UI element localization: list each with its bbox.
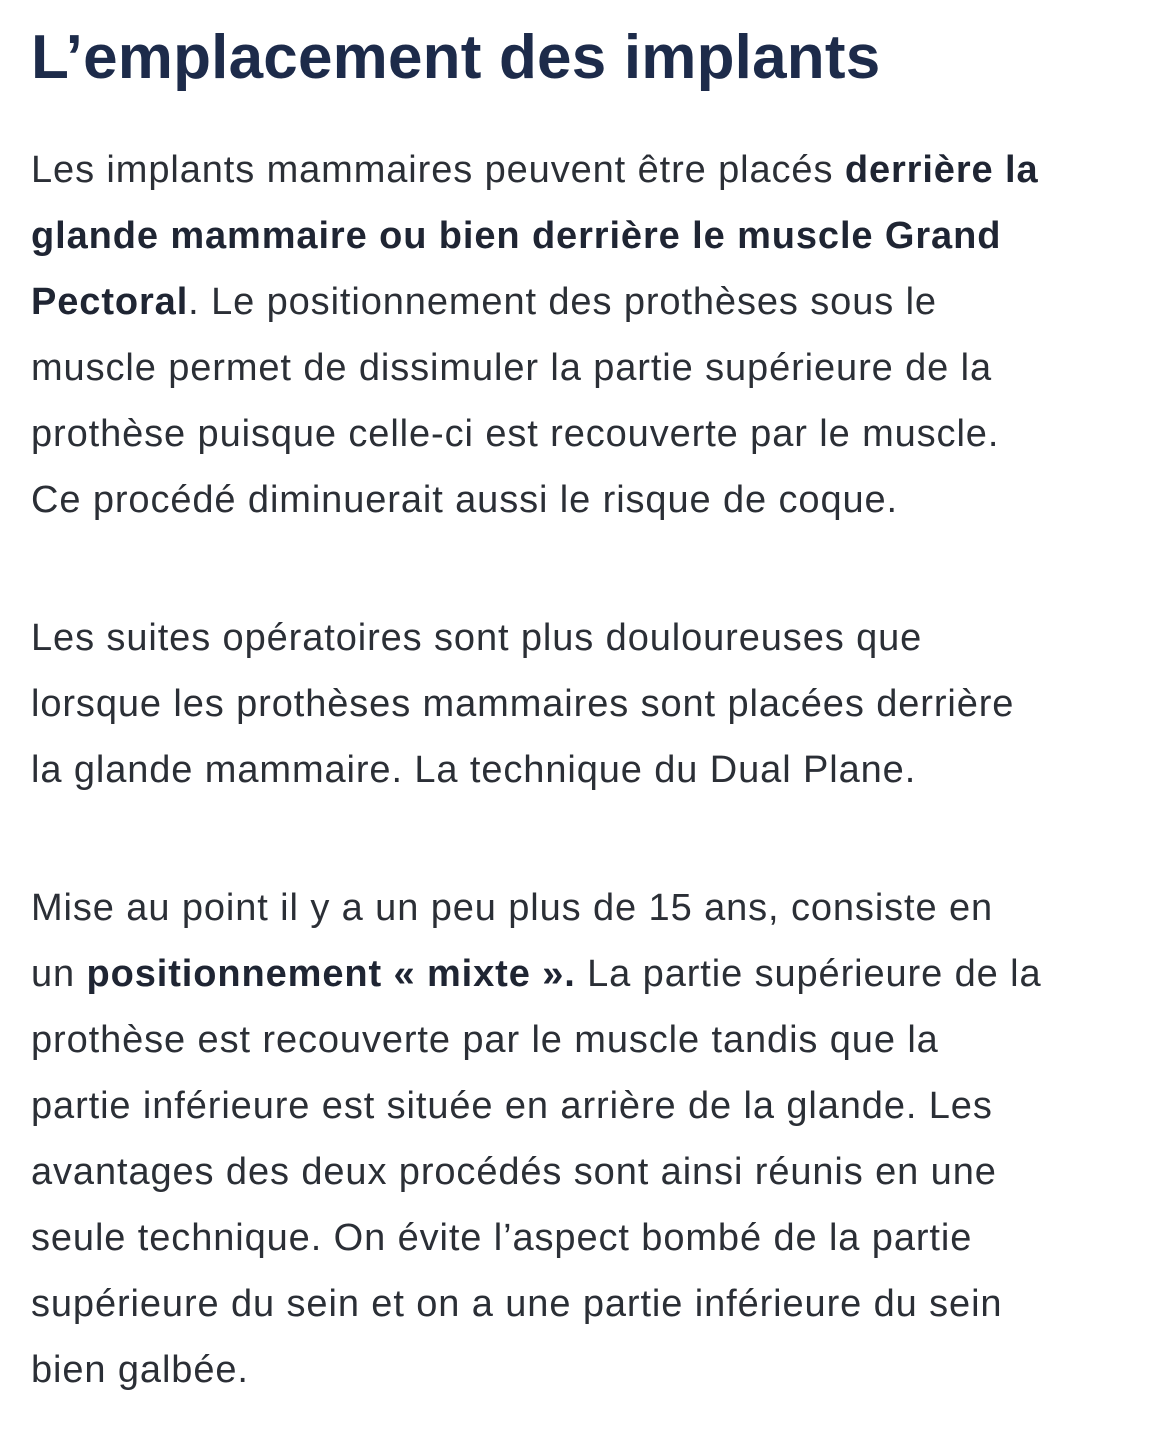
text-line xyxy=(31,1139,1166,1205)
text-line xyxy=(31,671,1166,737)
bold-text: Pectoral xyxy=(31,281,189,323)
bold-text: positionnement « mixte ». xyxy=(86,953,576,995)
text-segment: la glande mammaire. La technique du Dual Plane. xyxy=(31,749,917,791)
text-line xyxy=(31,335,1166,401)
text-segment: muscle permet de dissimuler la partie supérieure de la xyxy=(31,347,993,389)
paragraph-dual-plane xyxy=(31,875,1166,1403)
paragraph-recovery xyxy=(31,605,1166,803)
text-segment: supérieure du sein et on a une partie inférieure du sein xyxy=(31,1283,1003,1325)
text-segment: La partie supérieure de la xyxy=(575,953,1042,995)
text-segment: Mise au point il y a un peu plus de 15 ans, consiste en xyxy=(31,887,994,929)
text-segment: Ce procédé diminuerait aussi le risque de coque. xyxy=(31,479,899,521)
text-line xyxy=(31,203,1166,269)
text-segment: seule technique. On évite l’aspect bombé de la partie xyxy=(31,1217,973,1259)
text-segment: bien galbée. xyxy=(31,1349,249,1391)
paragraph-implant-placement xyxy=(31,137,1166,533)
text-line xyxy=(31,941,1166,1007)
text-segment: lorsque les prothèses mammaires sont placées derrière xyxy=(31,683,1015,725)
text-segment: un xyxy=(31,953,87,995)
text-segment: prothèse puisque celle-ci est recouverte par le muscle. xyxy=(31,413,1000,455)
bold-text: glande mammaire ou bien derrière le muscle Grand xyxy=(31,215,1002,257)
text-segment: Les suites opératoires sont plus douloureuses que xyxy=(31,617,923,659)
text-segment: avantages des deux procédés sont ainsi réunis en une xyxy=(31,1151,997,1193)
text-segment: Les implants mammaires peuvent être placés xyxy=(31,149,845,191)
text-line xyxy=(31,1205,1166,1271)
text-line xyxy=(31,269,1166,335)
text-line xyxy=(31,605,1166,671)
text-line xyxy=(31,467,1166,533)
page-title: L’emplacement des implants xyxy=(31,23,881,92)
text-line xyxy=(31,737,1166,803)
text-segment: partie inférieure est située en arrière de la glande. Les xyxy=(31,1085,993,1127)
text-segment: . Le positionnement des prothèses sous le xyxy=(188,281,937,323)
text-line xyxy=(31,1337,1166,1403)
text-line xyxy=(31,137,1166,203)
bold-text: derrière la xyxy=(844,149,1039,191)
text-line xyxy=(31,875,1166,941)
text-line xyxy=(31,1271,1166,1337)
text-segment: prothèse est recouverte par le muscle tandis que la xyxy=(31,1019,939,1061)
text-line xyxy=(31,1073,1166,1139)
text-line xyxy=(31,1007,1166,1073)
text-line xyxy=(31,401,1166,467)
